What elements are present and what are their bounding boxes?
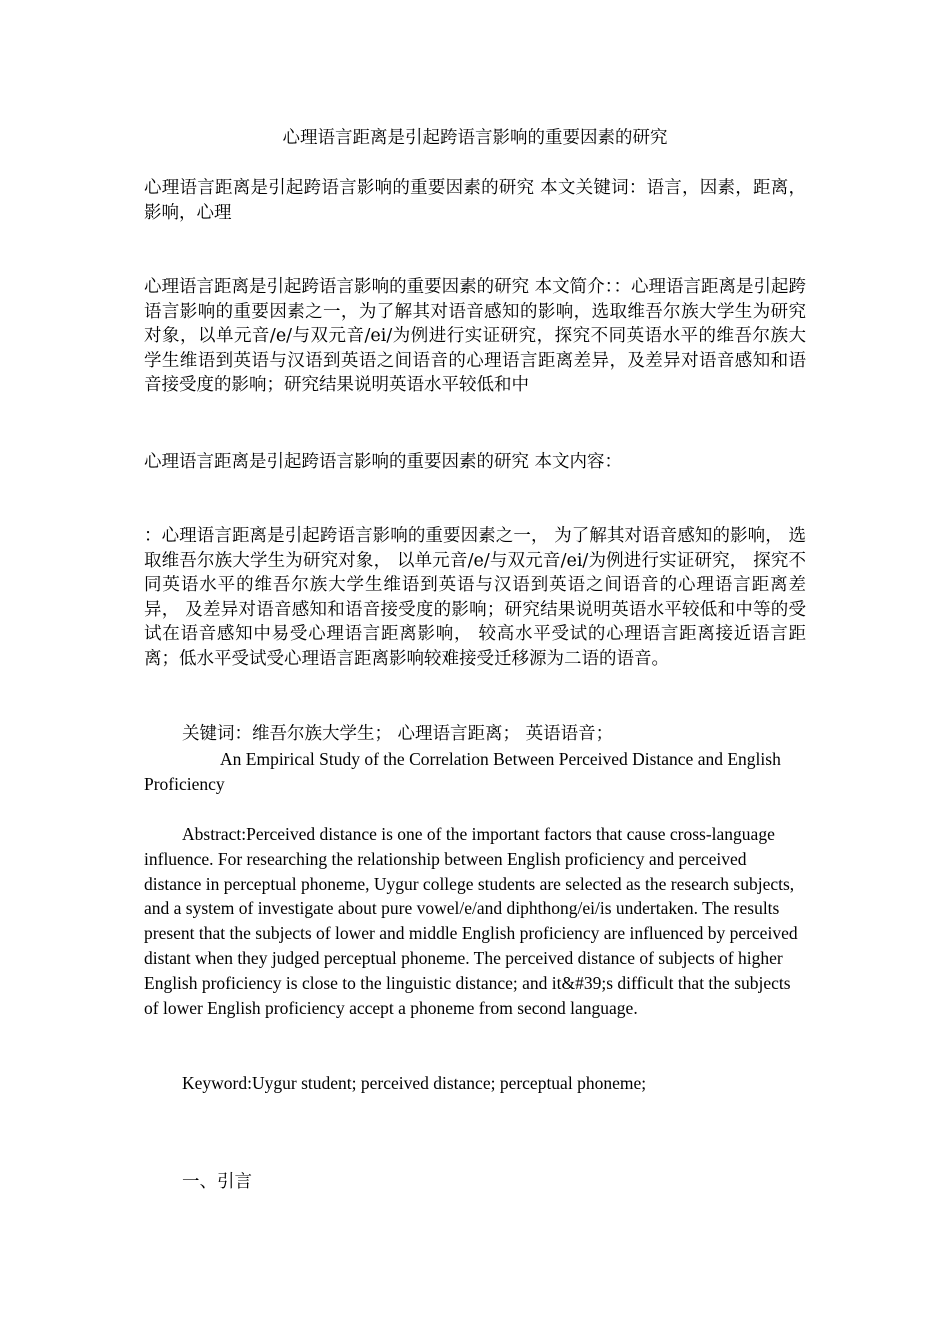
english-title: An Empirical Study of the Correlation Between Perceived Distance and English Proficiency <box>144 749 781 794</box>
abstract-cn-paragraph: ：心理语言距离是引起跨语言影响的重要因素之一， 为了解其对语音感知的影响， 选取维吾尔族大学生为研究对象， 以单元音/e/与双元音/ei/为例进行实证研究， 探究不同英语水平的维吾尔族大学生维语到英语与汉语到英语之间语音的心理语言距离差异， 及差异对语音感知和语音接受度的影响；研究结果说明英语水平较低和中等的受试在语音感知中易受心理语言距离影响， 较高水平受试的心理语言距离接近语言距离；低水平受试受心理语言距离影响较难接受迁移源为二语的语音。 <box>144 526 806 669</box>
keywords-cn: 关键词：维吾尔族大学生； 心理语言距离； 英语语音； <box>182 724 614 744</box>
content-heading: 心理语言距离是引起跨语言影响的重要因素的研究 本文内容： <box>144 452 623 472</box>
keywords-line: 心理语言距离是引起跨语言影响的重要因素的研究 本文关键词：语言，因素，距离，影响，心理 <box>144 178 806 223</box>
section-heading-introduction: 一、引言 <box>182 1172 252 1192</box>
summary-paragraph: 心理语言距离是引起跨语言影响的重要因素的研究 本文简介：：心理语言距离是引起跨语言影响的重要因素之一，为了解其对语音感知的影响，选取维吾尔族大学生为研究对象，以单元音/e/与双元音/ei/为例进行实证研究，探究不同英语水平的维吾尔族大学生维语到英语与汉语到英语之间语音的心理语言距离差异，及差异对语音感知和语音接受度的影响；研究结果说明英语水平较低和中 <box>144 277 806 395</box>
keywords-en: Keyword:Uygur student; perceived distance; perceptual phoneme; <box>182 1073 647 1093</box>
abstract-en-paragraph: Abstract:Perceived distance is one of the important factors that cause cross-language influence. For researching the relationship between English proficiency and perceived distance in perceptual phoneme, Uygur college students are selected as the research subjects, and a system of investigate about pure vowel/e/and diphthong/ei/is undertaken. The results present that the subjects of lower and middle English proficiency are influenced by perceived distant when they judged perceptual phoneme. The perceived distance of subjects of higher English proficiency is close to the linguistic distance; and it&#39;s difficult that the subjects of lower English proficiency accept a phoneme from second language. <box>144 824 798 1018</box>
document-title: 心理语言距离是引起跨语言影响的重要因素的研究 <box>282 128 668 148</box>
